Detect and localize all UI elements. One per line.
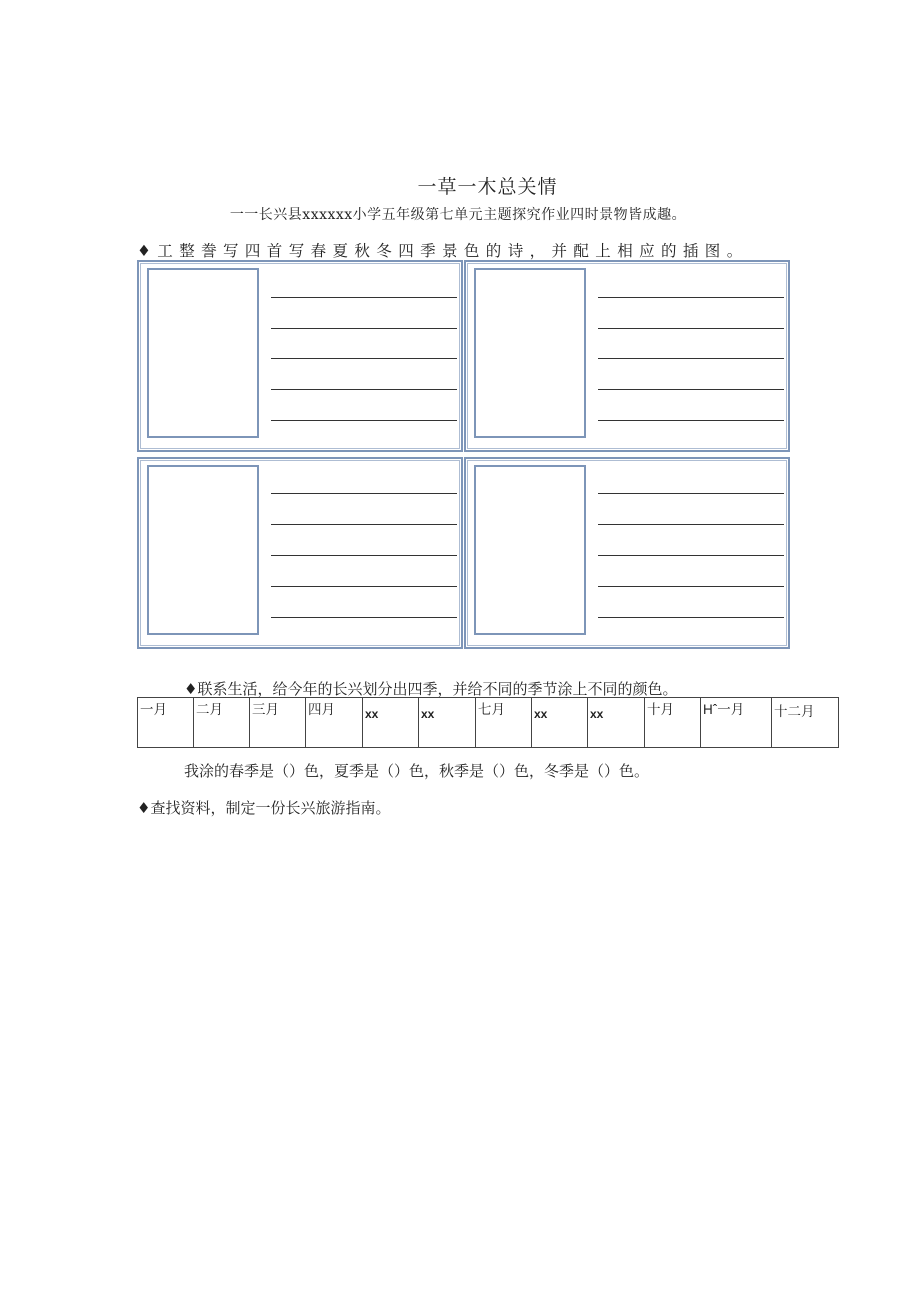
writing-line[interactable] xyxy=(271,420,457,421)
writing-line[interactable] xyxy=(598,389,784,390)
writing-line[interactable] xyxy=(271,524,457,525)
poem-card-1 xyxy=(137,260,463,452)
month-cell[interactable]: 十月 xyxy=(645,698,701,748)
poem-card-2 xyxy=(464,260,790,452)
writing-line[interactable] xyxy=(271,328,457,329)
writing-line[interactable] xyxy=(271,358,457,359)
writing-line[interactable] xyxy=(598,555,784,556)
writing-line[interactable] xyxy=(271,493,457,494)
page-subtitle: 一一长兴县xxxxxx小学五年级第七单元主题探究作业四时景物皆成趣。 xyxy=(229,207,687,223)
writing-line[interactable] xyxy=(598,297,784,298)
month-table xyxy=(137,697,839,748)
month-cell[interactable]: 一月 xyxy=(138,698,194,748)
poem-card-4 xyxy=(464,457,790,649)
month-cell[interactable]: xx xyxy=(363,698,419,748)
writing-line[interactable] xyxy=(598,493,784,494)
month-cell[interactable]: 二月 xyxy=(194,698,250,748)
illustration-box[interactable] xyxy=(147,268,259,438)
writing-line[interactable] xyxy=(598,524,784,525)
poem-card-3 xyxy=(137,457,463,649)
month-cell[interactable]: 四月 xyxy=(306,698,363,748)
writing-line[interactable] xyxy=(271,297,457,298)
writing-line[interactable] xyxy=(271,389,457,390)
task-poems-instruction: ♦工整誊写四首写春夏秋冬四季景色的诗，并配上相应的插图。 xyxy=(137,242,749,260)
task-travel-guide-instruction: ♦查找资料，制定一份长兴旅游指南。 xyxy=(137,799,391,817)
writing-line[interactable] xyxy=(598,586,784,587)
writing-line[interactable] xyxy=(271,555,457,556)
illustration-box[interactable] xyxy=(147,465,259,635)
month-cell[interactable]: xx xyxy=(588,698,645,748)
month-cell[interactable]: 七月 xyxy=(476,698,532,748)
writing-line[interactable] xyxy=(598,420,784,421)
month-cell[interactable]: xx xyxy=(419,698,476,748)
writing-line[interactable] xyxy=(271,586,457,587)
illustration-box[interactable] xyxy=(474,465,586,635)
illustration-box[interactable] xyxy=(474,268,586,438)
month-cell[interactable]: 三月 xyxy=(250,698,306,748)
writing-line[interactable] xyxy=(598,358,784,359)
month-cell[interactable]: xx xyxy=(532,698,588,748)
season-colors-sentence: 我涂的春季是（）色，夏季是（）色，秋季是（）色，冬季是（）色。 xyxy=(184,762,650,780)
writing-line[interactable] xyxy=(598,617,784,618)
month-cell[interactable]: Hˆ一月 xyxy=(701,698,772,748)
page-title: 一草一木总关情 xyxy=(417,176,558,198)
writing-line[interactable] xyxy=(271,617,457,618)
task-seasons-instruction: ♦联系生活，给今年的长兴划分出四季，并给不同的季节涂上不同的颜色。 xyxy=(184,680,678,698)
month-cell[interactable]: 十二月 xyxy=(772,698,839,748)
writing-line[interactable] xyxy=(598,328,784,329)
